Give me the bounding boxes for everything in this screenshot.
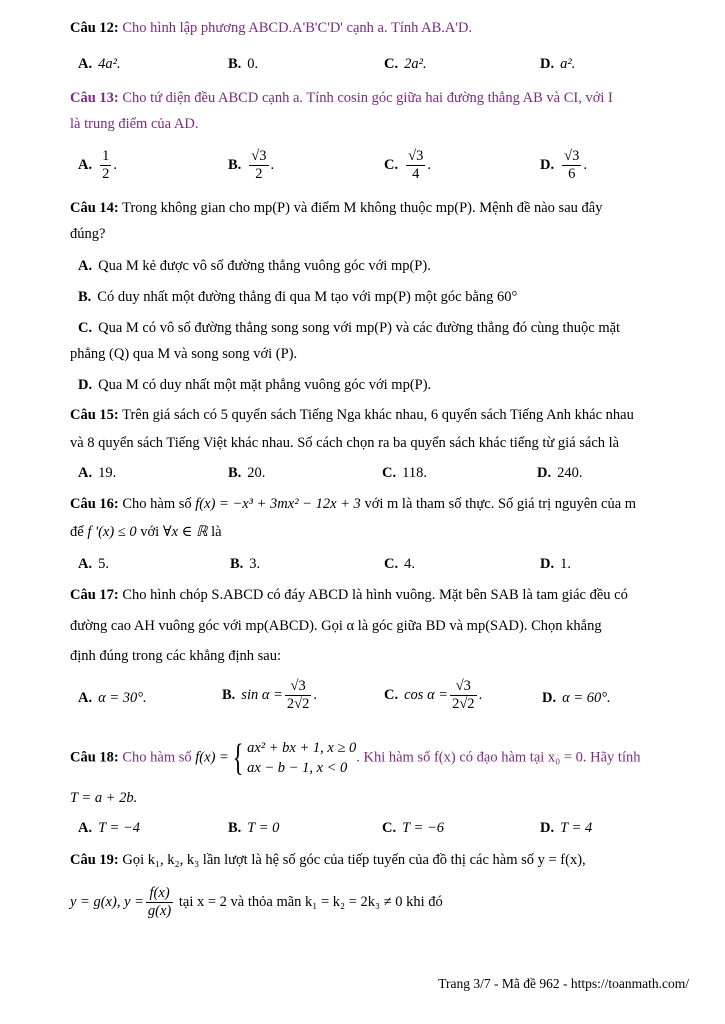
- q17-label: Câu 17:: [70, 587, 119, 603]
- q12-text: Cho hình lập phương ABCD.A'B'C'D' cạnh a. Tính AB.A'D.: [122, 20, 473, 36]
- q19-stem: [70, 850, 586, 870]
- option-letter: A.: [78, 156, 93, 173]
- q14-option-a: [78, 256, 431, 276]
- option-pre: sin α =: [241, 686, 283, 703]
- q14-option-c-cont: [70, 344, 297, 364]
- option-letter: B.: [78, 289, 92, 305]
- q19-line2-pre: y = g(x), y =: [70, 894, 144, 910]
- option-letter: B.: [228, 820, 242, 836]
- brace: {: [232, 737, 244, 779]
- q17-option-d: [542, 688, 611, 708]
- q15-text-2: và 8 quyển sách Tiếng Việt khác nhau. Số cách chọn ra ba quyển sách khác tiếng từ giá sách là: [70, 435, 620, 451]
- option-value: 0.: [247, 56, 259, 72]
- q13-option-a: A. $\frac{1}{2}$ .: [78, 148, 117, 182]
- q16-line2-formula: f '(x) ≤ 0: [87, 524, 137, 540]
- fraction: [146, 885, 173, 920]
- option-letter: C.: [78, 320, 93, 336]
- q16-text-mid: với m là tham số thực. Số giá trị nguyên của m: [364, 496, 637, 512]
- denominator: 4: [412, 166, 420, 182]
- q19-label: Câu 19:: [70, 852, 119, 868]
- q16-option-d: [540, 554, 571, 574]
- q16-formula: f(x) = −x³ + 3mx² − 12x + 3: [195, 496, 361, 512]
- q17-text-1: Cho hình chóp S.ABCD có đáy ABCD là hình vuông. Mặt bên SAB là tam giác đều có: [122, 587, 628, 603]
- fraction: [100, 148, 111, 183]
- option-letter: B.: [228, 156, 242, 173]
- option-value: 240.: [557, 465, 583, 481]
- q12-option-c: [384, 54, 427, 74]
- option-letter: A.: [78, 56, 93, 72]
- q17-text-2: đường cao AH vuông góc với mp(ABCD). Gọi α là góc giữa BD và mp(SAD). Chọn khẳng: [70, 618, 602, 634]
- q17-option-b: B. sin α = $\frac{√3}{2√2}$ .: [222, 678, 317, 712]
- option-letter: B.: [222, 686, 236, 703]
- option-letter: A.: [78, 690, 93, 706]
- denominator: 2: [102, 166, 110, 182]
- q17-option-a: [78, 688, 147, 708]
- q16-option-a: [78, 554, 109, 574]
- option-letter: A.: [78, 258, 93, 274]
- option-value: T = 0: [247, 820, 280, 836]
- option-text: Có duy nhất một đường thẳng đi qua M tạo với mp(P) một góc bằng 60°: [97, 289, 518, 305]
- option-letter: D.: [540, 556, 555, 572]
- option-letter: A.: [78, 556, 93, 572]
- q16-line2-formula2: ∀x ∈ ℝ: [162, 524, 208, 540]
- option-value: 4.: [404, 556, 415, 572]
- q13-option-c: C. $\frac{√3}{4}$ .: [384, 148, 431, 182]
- numerator: √3: [408, 148, 424, 164]
- q14-option-c: [78, 318, 620, 338]
- option-text: phẳng (Q) qua M và song song với (P).: [70, 346, 298, 362]
- q15-option-a: [78, 463, 116, 483]
- q16-option-b: [230, 554, 260, 574]
- q14-label: Câu 14:: [70, 200, 119, 216]
- numerator: 1: [102, 148, 110, 164]
- q19-text-1: Gọi k₁, k₂, k₃ lần lượt là hệ số góc của tiếp tuyến của đồ thị các hàm số y = f(x),: [122, 852, 586, 868]
- option-letter: C.: [384, 56, 399, 72]
- fraction: [450, 678, 476, 713]
- option-letter: D.: [540, 820, 555, 836]
- q18-fx: f(x) =: [195, 749, 229, 766]
- q16-option-c: [384, 554, 415, 574]
- q16-label: Câu 16:: [70, 496, 119, 512]
- option-value: 19.: [98, 465, 117, 481]
- q18-stem: [70, 738, 641, 778]
- option-value: 4a².: [98, 56, 121, 72]
- option-pre: cos α =: [404, 686, 449, 703]
- q12-label: Câu 12:: [70, 20, 119, 36]
- q12-option-d: [540, 54, 575, 74]
- q13-label: Câu 13:: [70, 90, 119, 106]
- denominator: 2: [255, 166, 263, 182]
- q19-line-2: [70, 882, 443, 922]
- option-letter: D.: [537, 465, 552, 481]
- fraction: [406, 148, 425, 183]
- q15-option-d: [537, 463, 582, 483]
- option-letter: A.: [78, 820, 93, 836]
- q16-line2-post: là: [211, 524, 222, 540]
- q12-option-b: [228, 54, 258, 74]
- q14-option-b: [78, 287, 517, 307]
- q16-line-2: [70, 522, 222, 542]
- q18-line-2: T = a + 2b.: [70, 790, 138, 806]
- fraction: [249, 148, 268, 183]
- numerator: √3: [251, 148, 267, 164]
- denominator: 6: [568, 166, 576, 182]
- option-letter: C.: [384, 556, 399, 572]
- piecewise-cases: [247, 738, 356, 778]
- q14-stem: [70, 198, 602, 218]
- option-letter: C.: [382, 820, 397, 836]
- fraction: [285, 678, 311, 713]
- q15-stem: [70, 405, 634, 425]
- q14-text-2: đúng?: [70, 226, 106, 242]
- fraction: [562, 148, 581, 183]
- option-text: Qua M có vô số đường thẳng song song với mp(P) và các đường thẳng đó cùng thuộc mặt: [98, 320, 621, 336]
- q14-text-1: Trong không gian cho mp(P) và điểm M không thuộc mp(P). Mệnh đề nào sau đây: [122, 200, 603, 216]
- q16-text-pre: Cho hàm số: [122, 496, 192, 512]
- option-value: 5.: [98, 556, 109, 572]
- q18-text-pre: Cho hàm số: [122, 749, 192, 766]
- option-value: 1.: [560, 556, 571, 572]
- q15-option-c: [382, 463, 427, 483]
- page-footer: Trang 3/7 - Mã đề 962 - https://toanmath.com/: [438, 976, 689, 991]
- q18-text-post: . Khi hàm số f(x) có đạo hàm tại x₀ = 0. Hãy tính: [356, 749, 641, 766]
- q18-option-b: [228, 818, 279, 838]
- numerator: √3: [450, 678, 476, 696]
- q13-text-1: Cho tứ diện đều ABCD cạnh a. Tính cosin góc giữa hai đường thẳng AB và CI, với I: [122, 90, 613, 106]
- q16-stem: [70, 494, 636, 514]
- q14-option-d: [78, 375, 431, 395]
- option-value: α = 30°.: [98, 690, 147, 706]
- option-value: 3.: [249, 556, 261, 572]
- option-letter: D.: [542, 690, 557, 706]
- numerator: f(x): [146, 885, 173, 903]
- denominator: 2√2: [452, 696, 475, 712]
- option-text: Qua M có duy nhất một mặt phẳng vuông góc với mp(P).: [98, 377, 432, 393]
- option-letter: B.: [228, 56, 242, 72]
- option-value: α = 60°.: [562, 690, 611, 706]
- option-value: 2a².: [404, 56, 427, 72]
- option-letter: B.: [228, 465, 242, 481]
- option-value: 118.: [402, 465, 427, 481]
- q13-text-2: là trung điểm của AD.: [70, 116, 199, 132]
- case-2: ax − b − 1, x < 0: [247, 760, 348, 776]
- option-letter: A.: [78, 465, 93, 481]
- option-letter: B.: [230, 556, 244, 572]
- q13-stem: [70, 88, 613, 108]
- q17-stem: [70, 585, 628, 605]
- q12-stem: [70, 18, 472, 38]
- q15-label: Câu 15:: [70, 407, 119, 423]
- option-letter: C.: [384, 686, 399, 703]
- q18-option-a: [78, 818, 140, 838]
- option-value: T = 4: [560, 820, 593, 836]
- option-value: a².: [560, 56, 576, 72]
- q17-option-c: C. cos α = $\frac{√3}{2√2}$ .: [384, 678, 483, 712]
- q16-line2-mid: với: [140, 524, 160, 540]
- q15-text-1: Trên giá sách có 5 quyển sách Tiếng Nga khác nhau, 6 quyển sách Tiếng Anh khác nhau: [122, 407, 634, 423]
- option-value: 20.: [247, 465, 266, 481]
- q19-line2-post: tại x = 2 và thỏa mãn k₁ = k₂ = 2k₃ ≠ 0 khi đó: [178, 894, 443, 910]
- option-letter: D.: [540, 156, 555, 173]
- option-letter: C.: [384, 156, 399, 173]
- denominator: g(x): [147, 903, 172, 920]
- option-letter: D.: [540, 56, 555, 72]
- option-value: T = −6: [402, 820, 444, 836]
- option-value: T = −4: [98, 820, 140, 836]
- q15-option-b: [228, 463, 265, 483]
- q13-option-b: B. $\frac{√3}{2}$ .: [228, 148, 275, 182]
- q18-option-d: [540, 818, 592, 838]
- numerator: √3: [564, 148, 580, 164]
- q18-option-c: [382, 818, 444, 838]
- option-text: Qua M kẻ được vô số đường thẳng vuông góc với mp(P).: [98, 258, 431, 274]
- q13-option-d: D. $\frac{√3}{6}$ .: [540, 148, 587, 182]
- case-1: ax² + bx + 1, x ≥ 0: [247, 740, 357, 756]
- q17-text-3: định đúng trong các khẳng định sau:: [70, 648, 282, 664]
- q16-line2-pre: để: [70, 524, 84, 540]
- denominator: 2√2: [286, 696, 310, 712]
- option-letter: C.: [382, 465, 397, 481]
- q12-option-a: [78, 54, 121, 74]
- numerator: √3: [285, 678, 311, 696]
- q18-label: Câu 18:: [70, 749, 119, 766]
- option-letter: D.: [78, 377, 93, 393]
